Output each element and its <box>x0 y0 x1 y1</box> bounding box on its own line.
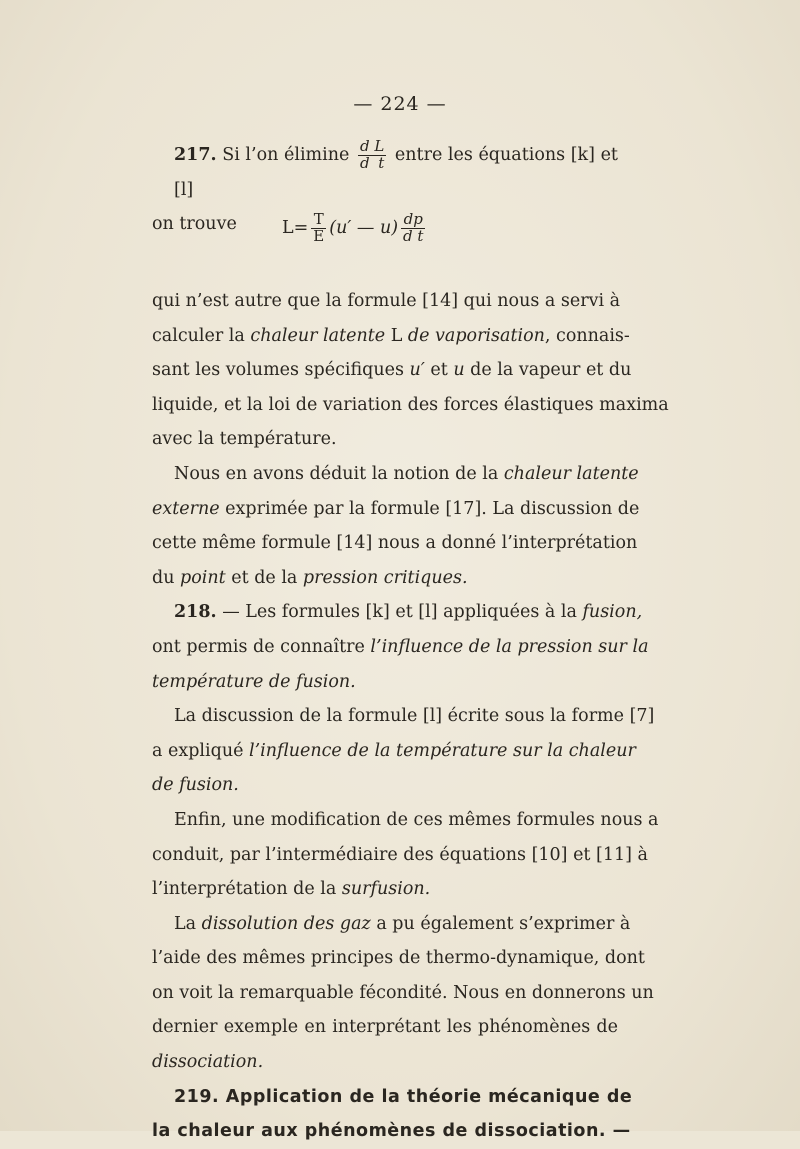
text-line <box>152 699 655 734</box>
body-text <box>152 284 669 1149</box>
text-segment: température de fusion. <box>152 671 356 692</box>
text-segment: l’aide des mêmes principes de thermo-dynamique, dont <box>152 948 645 969</box>
fraction-dp-dt: $\frac{dp}{\text{d t}}$ <box>403 210 424 245</box>
text-segment: exprimée par la formule [17]. La discussion de <box>219 498 640 519</box>
text-segment: Si l’on élimine <box>222 145 350 165</box>
section-number-217: 217. <box>174 145 217 165</box>
text-line <box>152 319 630 354</box>
text-segment: calculer la <box>152 325 251 346</box>
text-line <box>152 907 631 942</box>
text-segment: on trouve <box>152 214 237 235</box>
text-segment: et de la <box>225 567 303 588</box>
text-line <box>152 1010 618 1045</box>
text-segment: on voit la remarquable fécondité. Nous en donnerons un <box>152 982 654 1003</box>
text-line <box>152 768 618 803</box>
section-heading-text: 219. Application de la théorie mécanique de <box>174 1086 633 1107</box>
text-segment: pression critiques. <box>302 567 468 588</box>
text-line <box>152 1045 618 1080</box>
text-segment: de la vapeur et du <box>464 360 632 381</box>
text-line <box>152 665 618 700</box>
text-segment: l’influence de la pression sur la <box>370 636 649 657</box>
text-segment: Enfin, une modification de ces mêmes formules nous a <box>174 809 659 830</box>
text-line <box>152 803 659 838</box>
text-line <box>152 872 618 907</box>
text-segment: , connais- <box>544 325 630 346</box>
text-line <box>152 595 643 630</box>
formula-middle: (u′ — u) <box>329 217 399 238</box>
text-segment: a expliqué <box>152 740 250 761</box>
text-segment: du <box>152 567 181 588</box>
text-line <box>152 284 621 319</box>
text-segment: La <box>174 913 202 934</box>
text-segment: point <box>180 567 226 588</box>
text-line <box>152 561 618 596</box>
text-line <box>152 422 618 457</box>
text-line <box>152 976 654 1011</box>
text-line <box>152 492 640 527</box>
text-line <box>152 1114 631 1149</box>
text-segment: cette même formule [14] nous a donné l’interprétation <box>152 533 638 554</box>
text-segment: l’interprétation de la <box>152 879 342 900</box>
fraction-dL-dt: $\frac{\text{d L}}{\text{d t}}$ <box>359 137 385 172</box>
text-line <box>152 526 638 561</box>
text-segment: et <box>424 360 454 381</box>
text-segment: de vaporisation <box>407 325 545 346</box>
formula-latent-heat <box>282 212 428 245</box>
text-line <box>152 941 645 976</box>
text-segment: surfusion. <box>341 879 431 900</box>
text-segment: chaleur latente <box>503 463 639 484</box>
section-number: 218. <box>174 602 217 623</box>
text-line <box>152 457 639 492</box>
text-segment: a pu également s’exprimer à <box>370 913 631 934</box>
text-line <box>152 353 632 388</box>
text-line <box>152 138 618 207</box>
text-segment: de fusion. <box>152 775 239 796</box>
text-line <box>152 630 649 665</box>
text-segment: entre les équations [k] et [l] <box>174 145 618 200</box>
text-segment: fusion, <box>582 602 643 623</box>
text-segment: qui n’est autre que la formule [14] qui nous a servi à <box>152 291 621 311</box>
text-segment: conduit, par l’intermédiaire des équations [10] et [11] à <box>152 844 648 865</box>
text-line <box>152 734 636 769</box>
text-segment: l’influence de la température sur la chaleur <box>249 740 636 761</box>
text-segment: u <box>453 360 465 381</box>
section-heading-text: la chaleur aux phénomènes de dissociation. — <box>152 1121 631 1142</box>
text-segment: externe <box>152 498 220 519</box>
text-line <box>152 388 669 423</box>
text-segment: liquide, et la loi de variation des forces élastiques maxima <box>152 394 669 415</box>
text-segment: L <box>385 325 408 346</box>
page-number: — 224 — <box>353 93 447 115</box>
text-segment: dernier exemple en interprétant les phénomènes de <box>152 1017 618 1038</box>
text-segment: — Les formules [k] et [l] appliquées à la <box>216 602 583 623</box>
text-line <box>152 838 648 873</box>
text-segment: avec la température. <box>152 429 337 450</box>
text-segment: dissolution des gaz <box>201 913 371 934</box>
text-segment: Nous en avons déduit la notion de la <box>174 463 504 484</box>
formula-lhs: L= <box>282 217 309 238</box>
text-segment: u′ <box>409 360 425 381</box>
text-segment: chaleur latente <box>250 325 386 346</box>
text-segment: dissociation. <box>152 1052 264 1073</box>
text-segment: ont permis de connaître <box>152 636 371 657</box>
fraction-T-E: $\frac{T}{E}$ <box>313 210 325 245</box>
text-segment: sant les volumes spécifiques <box>152 360 410 381</box>
text-line <box>152 1080 633 1115</box>
text-segment: La discussion de la formule [l] écrite sous la forme [7] <box>174 706 655 727</box>
